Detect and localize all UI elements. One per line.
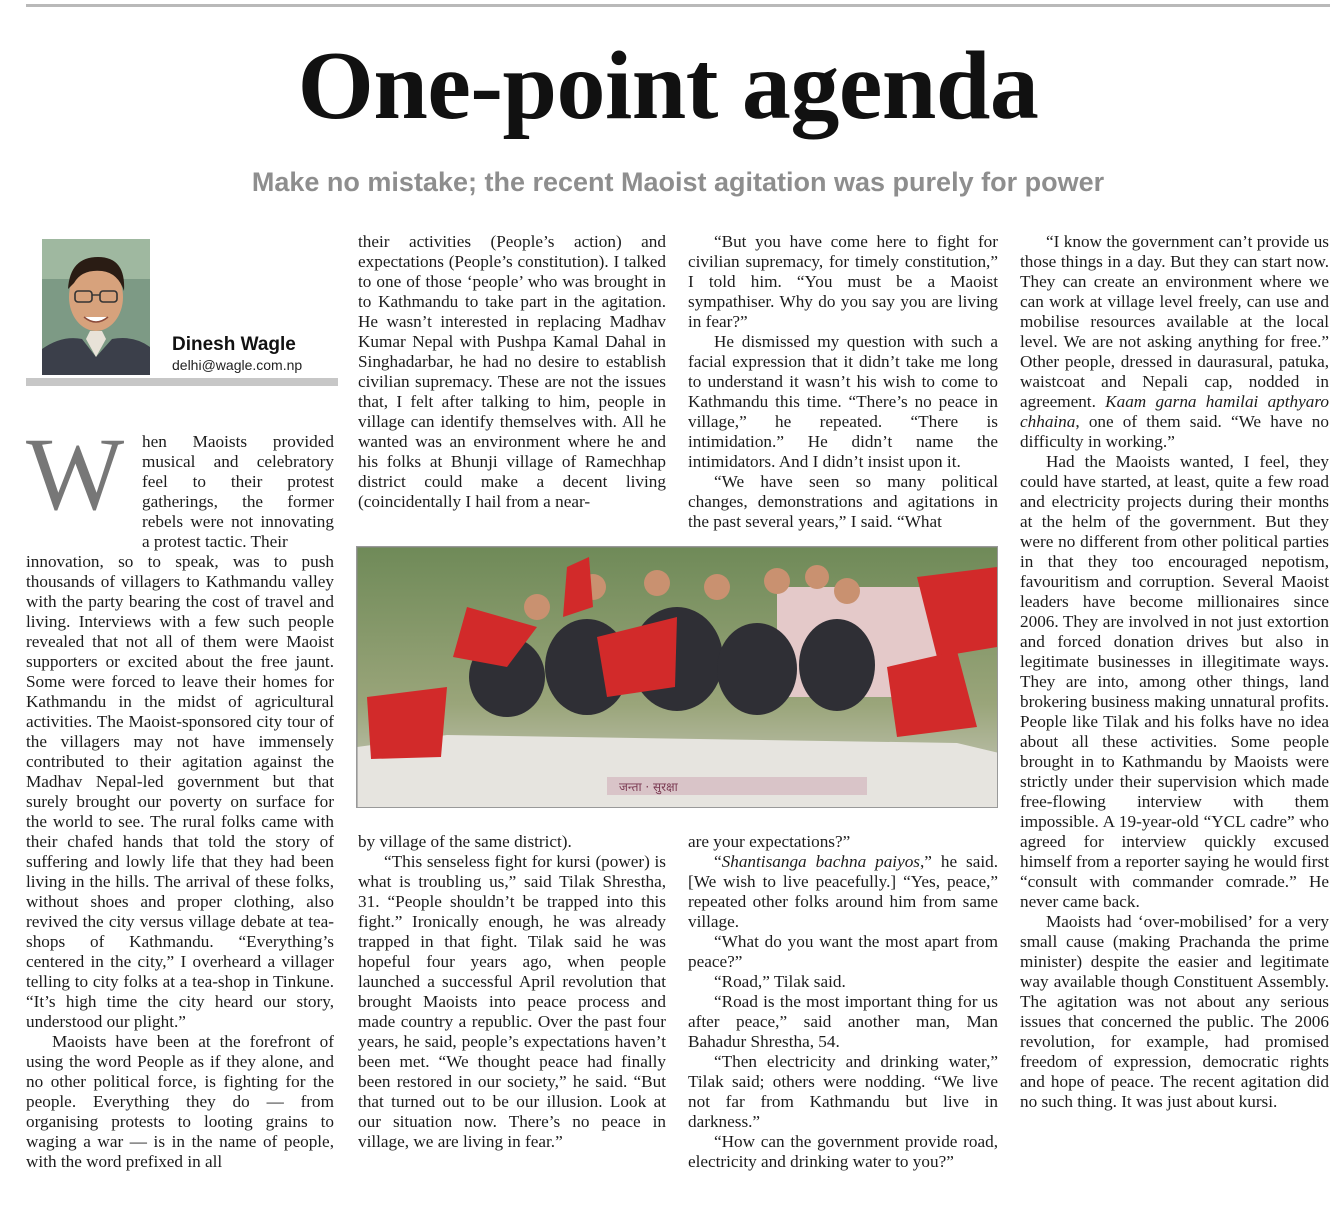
author-photo [42, 239, 150, 375]
author-name: Dinesh Wagle [172, 334, 296, 355]
byline-box [26, 239, 338, 387]
news-photo [356, 546, 998, 808]
protest-photo-illustration [357, 547, 998, 808]
paragraph: “But you have come here to fight for civilian supremacy, for timely constitution,” I told him. “You must be a Maoist sympathiser. Why do you say you are living in fear?” [688, 232, 998, 331]
italic-phrase: Kaam garna hamilai apthyaro chhaina [1020, 392, 1329, 431]
intro-text: hen Maoists provided musical and celebratory feel to their protest gatherings, the former rebels were not innovating a protest tactic. Their [142, 432, 334, 551]
drop-cap: W [26, 417, 125, 532]
column-4 [1020, 232, 1329, 1112]
italic-quote: Shantisanga bachna paiyos [721, 852, 920, 871]
byline-rule [26, 378, 338, 386]
paragraph: “What do you want the most apart from peace?” [688, 932, 998, 971]
column-1-intro [142, 432, 334, 552]
quote-rest: ,” he said. [We wish to live peacefully.] “Yes, peace,” repeated other folks around him from same village. [688, 852, 998, 931]
paragraph: innovation, so to speak, was to push thousands of villagers to Kathmandu valley with the party bearing the cost of travel and living. Interviews with a few such people revealed that not all of them were Maoist supporters or excited about the free jaunt. Some were forced to leave their homes for Kathmandu in the midst of agricultural activities. The Maoist-sponsored city tour of the villagers may not have immensely contributed to their agitation against the Madhav Nepal-led government but that surely brought our poverty on surface for the world to see. The rural folks came with their chafed hands that told the story of suffering and lowly life that they had been living in the hills. The arrival of these folks, without shoes and proper clothing, also revived the city versus village debate at tea-shops of Kathmandu. “Everything’s centered in the city,” I overheard a villager telling to city folks at a tea-shop in Tinkune. “It’s high time the city heard our story, understood our plight.” [26, 552, 334, 1031]
paragraph: “This senseless fight for kursi (power) is what is troubling us,” said Tilak Shrestha, 31. “People shouldn’t be trapped into this fight.” Ironically enough, he was already trapped in that fight. Tilak said he was hopeful four years ago, when people launched a successful April revolution that brought Maoists into peace process and made country a republic. Over the past four years, he said, people’s expectations haven’t been met. “We thought peace had finally been restored in our society,” he said. “But that turned out to be our illusion. Look at our situation now. There’s no peace in village, we are living in fear.” [358, 852, 666, 1151]
column-3-top [688, 232, 998, 532]
text-run: “I know the government can’t provide us those things in a day. But they can start now. They can create an environment where we can work at village level freely, can use and mobilise resources available at the local level. We are not asking anything for free.” Other people, dressed in daurasural, patuka, waistcoat and Nepali cap, nodded in agreement. [1020, 232, 1329, 411]
banner-text: जन्ता · सुरक्षा [619, 780, 678, 794]
text-run: , one of them said. “We have no difficulty in working.” [1020, 412, 1329, 451]
paragraph: Maoists had ‘over-mobilised’ for a very small cause (making Prachanda the prime minister) despite the easier and legitimate way available though Constituent Assembly. The agitation was not about any serious issues that concerned the public. The 2006 revolution, for example, had promised freedom of expression, democratic rights and hope of peace. The recent agitation did no such thing. It was just about kursi. [1020, 912, 1329, 1111]
paragraph: are your expectations?” [688, 832, 851, 851]
paragraph: Maoists have been at the forefront of using the word People as if they alone, and no other political force, is fighting for the people. Everything they do — from organising protests to looting grains to waging a war — is in the name of people, with the word prefixed in all [26, 1032, 334, 1171]
paragraph: “How can the government provide road, electricity and drinking water to you?” [688, 1132, 998, 1171]
author-email[interactable]: delhi@wagle.com.np [172, 357, 303, 373]
author-portrait-illustration [42, 239, 150, 375]
paragraph-quote: “Shantisanga bachna paiyos,” he said. [We wish to live peacefully.] “Yes, peace,” repeated other folks around him from same village. [688, 852, 998, 931]
paragraph: He dismissed my question with such a facial expression that it didn’t take me long to understand it wasn’t his wish to come to Kathmandu this time. “There’s no peace in village,” he repeated. “There is intimidation.” He didn’t name the intimidators. And I didn’t insist upon it. [688, 332, 998, 471]
paragraph [1020, 232, 1329, 452]
top-rule [26, 4, 1330, 7]
paragraph: “We have seen so many political changes, demonstrations and agitations in the past several years,” I said. “What [688, 472, 998, 531]
column-2-top [358, 232, 666, 512]
paragraph: “Road is the most important thing for us after peace,” said another man, Man Bahadur Shrestha, 54. [688, 992, 998, 1051]
paragraph: “Road,” Tilak said. [714, 972, 846, 991]
deck-subheadline: Make no mistake; the recent Maoist agitation was purely for power [251, 167, 1105, 197]
column-3-bottom [688, 832, 998, 1172]
column-1 [26, 552, 334, 1172]
column-2-bottom [358, 832, 666, 1152]
headline: One-point agenda [297, 32, 1039, 140]
paragraph: “Then electricity and drinking water,” Tilak said; others were nodding. “We live not far from Kathmandu but live in darkness.” [688, 1052, 998, 1131]
paragraph: by village of the same district). [358, 832, 572, 851]
paragraph: Had the Maoists wanted, I feel, they could have started, at least, quite a few road and electricity projects during their months at the helm of the government. But they were no different from other political parties in that they too encouraged nepotism, favouritism and corruption. Several Maoist leaders have become millionaires since 2006. They are involved in not just extortion and forced donation drives but also in legitimate businesses in illegitimate ways. They are into, among other things, land brokering business making unnatural profits. People like Tilak and his folks have no idea about all these activities. Some people brought in to Kathmandu by Maoists were strictly under their supervision which made free-flowing interview with them impossible. A 19-year-old “YCL cadre” who agreed for interview quickly excused himself from a reporter saying he would first “consult with commander comrade.” He never came back. [1020, 452, 1329, 911]
paragraph: their activities (People’s action) and expectations (People’s constitution). I talked to one of those ‘people’ who was brought in to Kathmandu to take part in the agitation. He wasn’t interested in replacing Madhav Kumar Nepal with Pushpa Kamal Dahal in Singhadarbar, he had no desire to establish civilian supremacy. These are not the issues that, I felt after talking to him, people in village can identify themselves with. All he wanted was an environment where he and his folks at Bhunji village of Ramechhap district could make a decent living (coincidentally I hail from a near- [358, 232, 666, 511]
